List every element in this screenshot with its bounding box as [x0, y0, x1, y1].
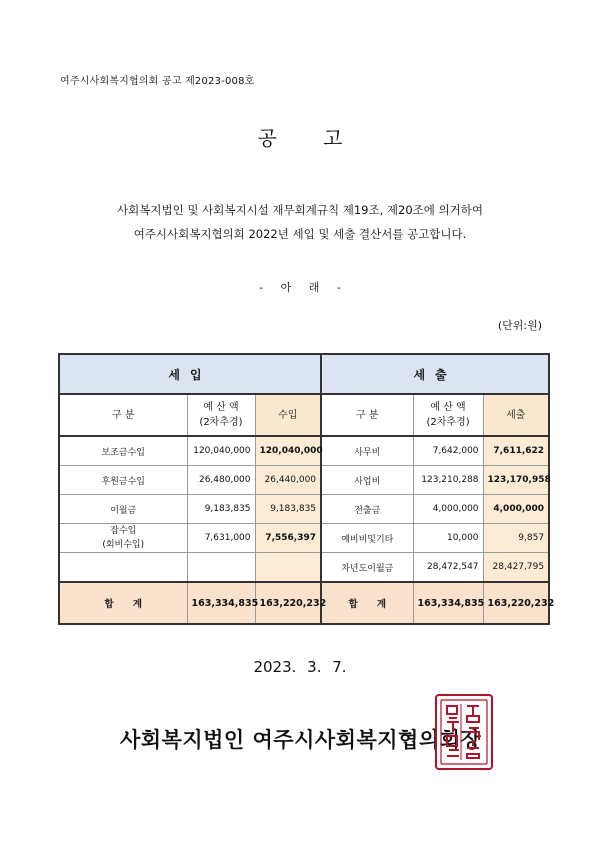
rev-name-line1: 잡수입 [110, 526, 137, 536]
exp-name: 차년도이월금 [321, 553, 413, 583]
exp-budget: 4,000,000 [413, 495, 483, 524]
exp-total-budget: 163,334,835 [413, 582, 483, 624]
rev-actual [255, 553, 321, 583]
remark-heading: - 아 래 - [259, 281, 341, 294]
table-row [59, 553, 549, 583]
rev-total-budget: 163,334,835 [187, 582, 255, 624]
exp-actual: 4,000,000 [483, 495, 549, 524]
section-header-row [59, 354, 549, 394]
exp-total-actual: 163,220,232 [483, 582, 549, 624]
rev-name [59, 553, 187, 583]
rev-actual: 26,440,000 [255, 466, 321, 495]
exp-budget: 123,210,288 [413, 466, 483, 495]
settlement-table [58, 353, 555, 625]
document-title: 공 고 [257, 126, 343, 150]
exp-name: 사업비 [321, 466, 413, 495]
exp-budget: 28,472,547 [413, 553, 483, 583]
rev-actual: 9,183,835 [255, 495, 321, 524]
unit-label: (단위:원) [497, 319, 542, 332]
rev-budget: 7,631,000 [187, 524, 255, 553]
table-row [59, 436, 549, 466]
exp-name: 사무비 [321, 436, 413, 466]
exp-actual: 9,857 [483, 524, 549, 553]
rev-budget: 120,040,000 [187, 436, 255, 466]
exp-budget-header-line1: 예 산 액 [430, 402, 466, 413]
exp-actual: 123,170,958 [483, 466, 549, 495]
rev-total-actual: 163,220,232 [255, 582, 321, 624]
expense-section-title: 세출 [321, 354, 549, 394]
exp-name: 예비비및기타 [321, 524, 413, 553]
rev-actual: 7,556,397 [255, 524, 321, 553]
rev-budget-header [187, 394, 255, 436]
table-row [59, 524, 549, 553]
table-row [59, 466, 549, 495]
notice-number: 여주시사회복지협의회 공고 제2023-008호 [60, 76, 255, 87]
total-row [59, 582, 549, 624]
exp-name: 전출금 [321, 495, 413, 524]
revenue-section-title: 세입 [59, 354, 321, 394]
exp-category-header: 구 분 [321, 394, 413, 436]
official-seal-icon [433, 692, 495, 772]
exp-actual: 28,427,795 [483, 553, 549, 583]
exp-budget: 10,000 [413, 524, 483, 553]
exp-budget-header-line2: (2차추경) [426, 417, 470, 428]
rev-name: 후원금수입 [59, 466, 187, 495]
rev-actual-header: 수입 [255, 394, 321, 436]
exp-actual-header: 세출 [483, 394, 549, 436]
rev-actual: 120,040,000 [255, 436, 321, 466]
exp-total-label: 합 계 [321, 582, 413, 624]
table-row [59, 495, 549, 524]
column-header-row [59, 394, 549, 436]
rev-budget [187, 553, 255, 583]
rev-name: 이월금 [59, 495, 187, 524]
rev-budget-header-line1: 예 산 액 [203, 402, 239, 413]
rev-budget-header-line2: (2차추경) [199, 417, 243, 428]
rev-budget: 9,183,835 [187, 495, 255, 524]
rev-category-header: 구 분 [59, 394, 187, 436]
body-line-1: 사회복지법인 및 사회복지시설 재무회계규칙 제19조, 제20조에 의거하여 [117, 203, 483, 217]
notice-body [0, 198, 600, 246]
notice-date: 2023. 3. 7. [253, 658, 347, 676]
signature-line: 사회복지법인 여주시사회복지협의회장 [120, 727, 482, 752]
rev-name-line2: (회비수입) [102, 540, 145, 550]
rev-budget: 26,480,000 [187, 466, 255, 495]
exp-actual: 7,611,622 [483, 436, 549, 466]
rev-name [59, 524, 187, 553]
rev-total-label: 합 계 [59, 582, 187, 624]
exp-budget: 7,642,000 [413, 436, 483, 466]
exp-budget-header [413, 394, 483, 436]
body-line-2: 여주시사회복지협의회 2022년 세입 및 세출 결산서를 공고합니다. [133, 227, 467, 241]
rev-name: 보조금수입 [59, 436, 187, 466]
